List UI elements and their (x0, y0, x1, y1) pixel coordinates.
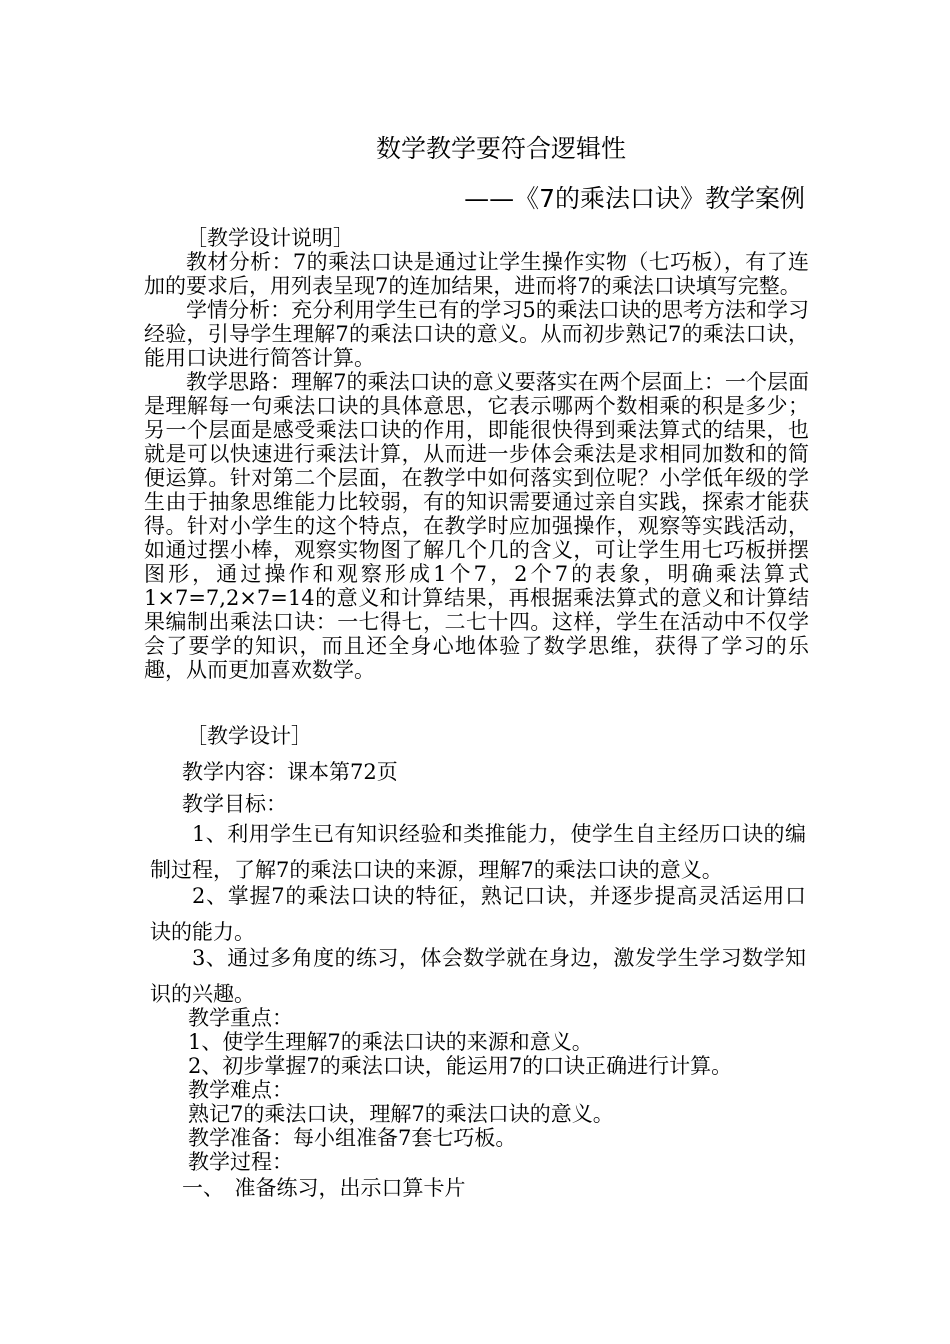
process-label: 教学过程： (188, 1150, 293, 1174)
goal-item (150, 940, 806, 1012)
key-points-label: 教学重点： (188, 1006, 293, 1030)
textbook-analysis-paragraph: 教材分析：7的乘法口诀是通过让学生操作实物（七巧板），有了连加的要求后，用列表呈现7的连加结果，进而将7的乘法口诀填写完整。 (144, 250, 809, 298)
goal-item-2: 2、掌握7的乘法口诀的特征，熟记口诀，并逐步提高灵活运用口诀的能力。 (150, 884, 806, 944)
student-analysis-paragraph: 学情分析：充分利用学生已有的学习5的乘法口诀的思考方法和学习经验，引导学生理解7的乘法口诀的意义。从而初步熟记7的乘法口诀，能用口诀进行简答计算。 (144, 298, 809, 370)
key-point-2: 2、初步掌握7的乘法口诀，能运用7的口诀正确进行计算。 (188, 1054, 733, 1078)
key-point-1: 1、使学生理解7的乘法口诀的来源和意义。 (188, 1030, 593, 1054)
difficulty-text: 熟记7的乘法口诀，理解7的乘法口诀的意义。 (188, 1102, 614, 1126)
difficulty-label: 教学难点： (188, 1078, 293, 1102)
teaching-approach-paragraph: 教学思路：理解7的乘法口诀的意义要落实在两个层面上：一个层面是理解每一句乘法口诀的具体意思，它表示哪两个数相乘的积是多少；另一个层面是感受乘法口诀的作用，即能很快得到乘法算式的结果，也就是可以快速进行乘法计算，从而进一步体会乘法是求相同加数和的简便运算。针对第二个层面，在教学中如何落实到位呢？小学低年级的学生由于抽象思维能力比较弱，有的知识需要通过亲自实践，探索才能获得。针对小学生的这个特点，在教学时应加强操作，观察等实践活动，如通过摆小棒，观察实物图了解几个几的含义，可让学生用七巧板拼摆图形，通过操作和观察形成1个7，2个7的表象，明确乘法算式1×7=7,2×7=14的意义和计算结果，再根据乘法算式的意义和计算结果编制出乘法口诀：一七得七，二七十四。这样，学生在活动中不仅学会了要学的知识，而且还全身心地体验了数学思维，获得了学习的乐趣，从而更加喜欢数学。 (144, 370, 809, 682)
design-heading: ［教学设计］ (186, 724, 312, 748)
process-step-1: 一、 准备练习，出示口算卡片 (182, 1176, 466, 1200)
goal-item-1: 1、利用学生已有知识经验和类推能力，使学生自主经历口诀的编制过程，了解7的乘法口诀的来源，理解7的乘法口诀的意义。 (150, 822, 806, 882)
teaching-content-line: 教学内容：课本第72页 (182, 760, 398, 784)
design-note-heading: ［教学设计说明］ (186, 226, 354, 250)
goal-item-3: 3、通过多角度的练习，体会数学就在身边，激发学生学习数学知识的兴趣。 (150, 946, 806, 1006)
document-title: 数学教学要符合逻辑性 (375, 134, 626, 163)
teaching-goals-label: 教学目标： (182, 792, 287, 816)
document-subtitle: ——《7的乘法口诀》教学案例 (464, 184, 805, 213)
preparation-line: 教学准备：每小组准备7套七巧板。 (188, 1126, 517, 1150)
design-note-section (144, 250, 809, 682)
